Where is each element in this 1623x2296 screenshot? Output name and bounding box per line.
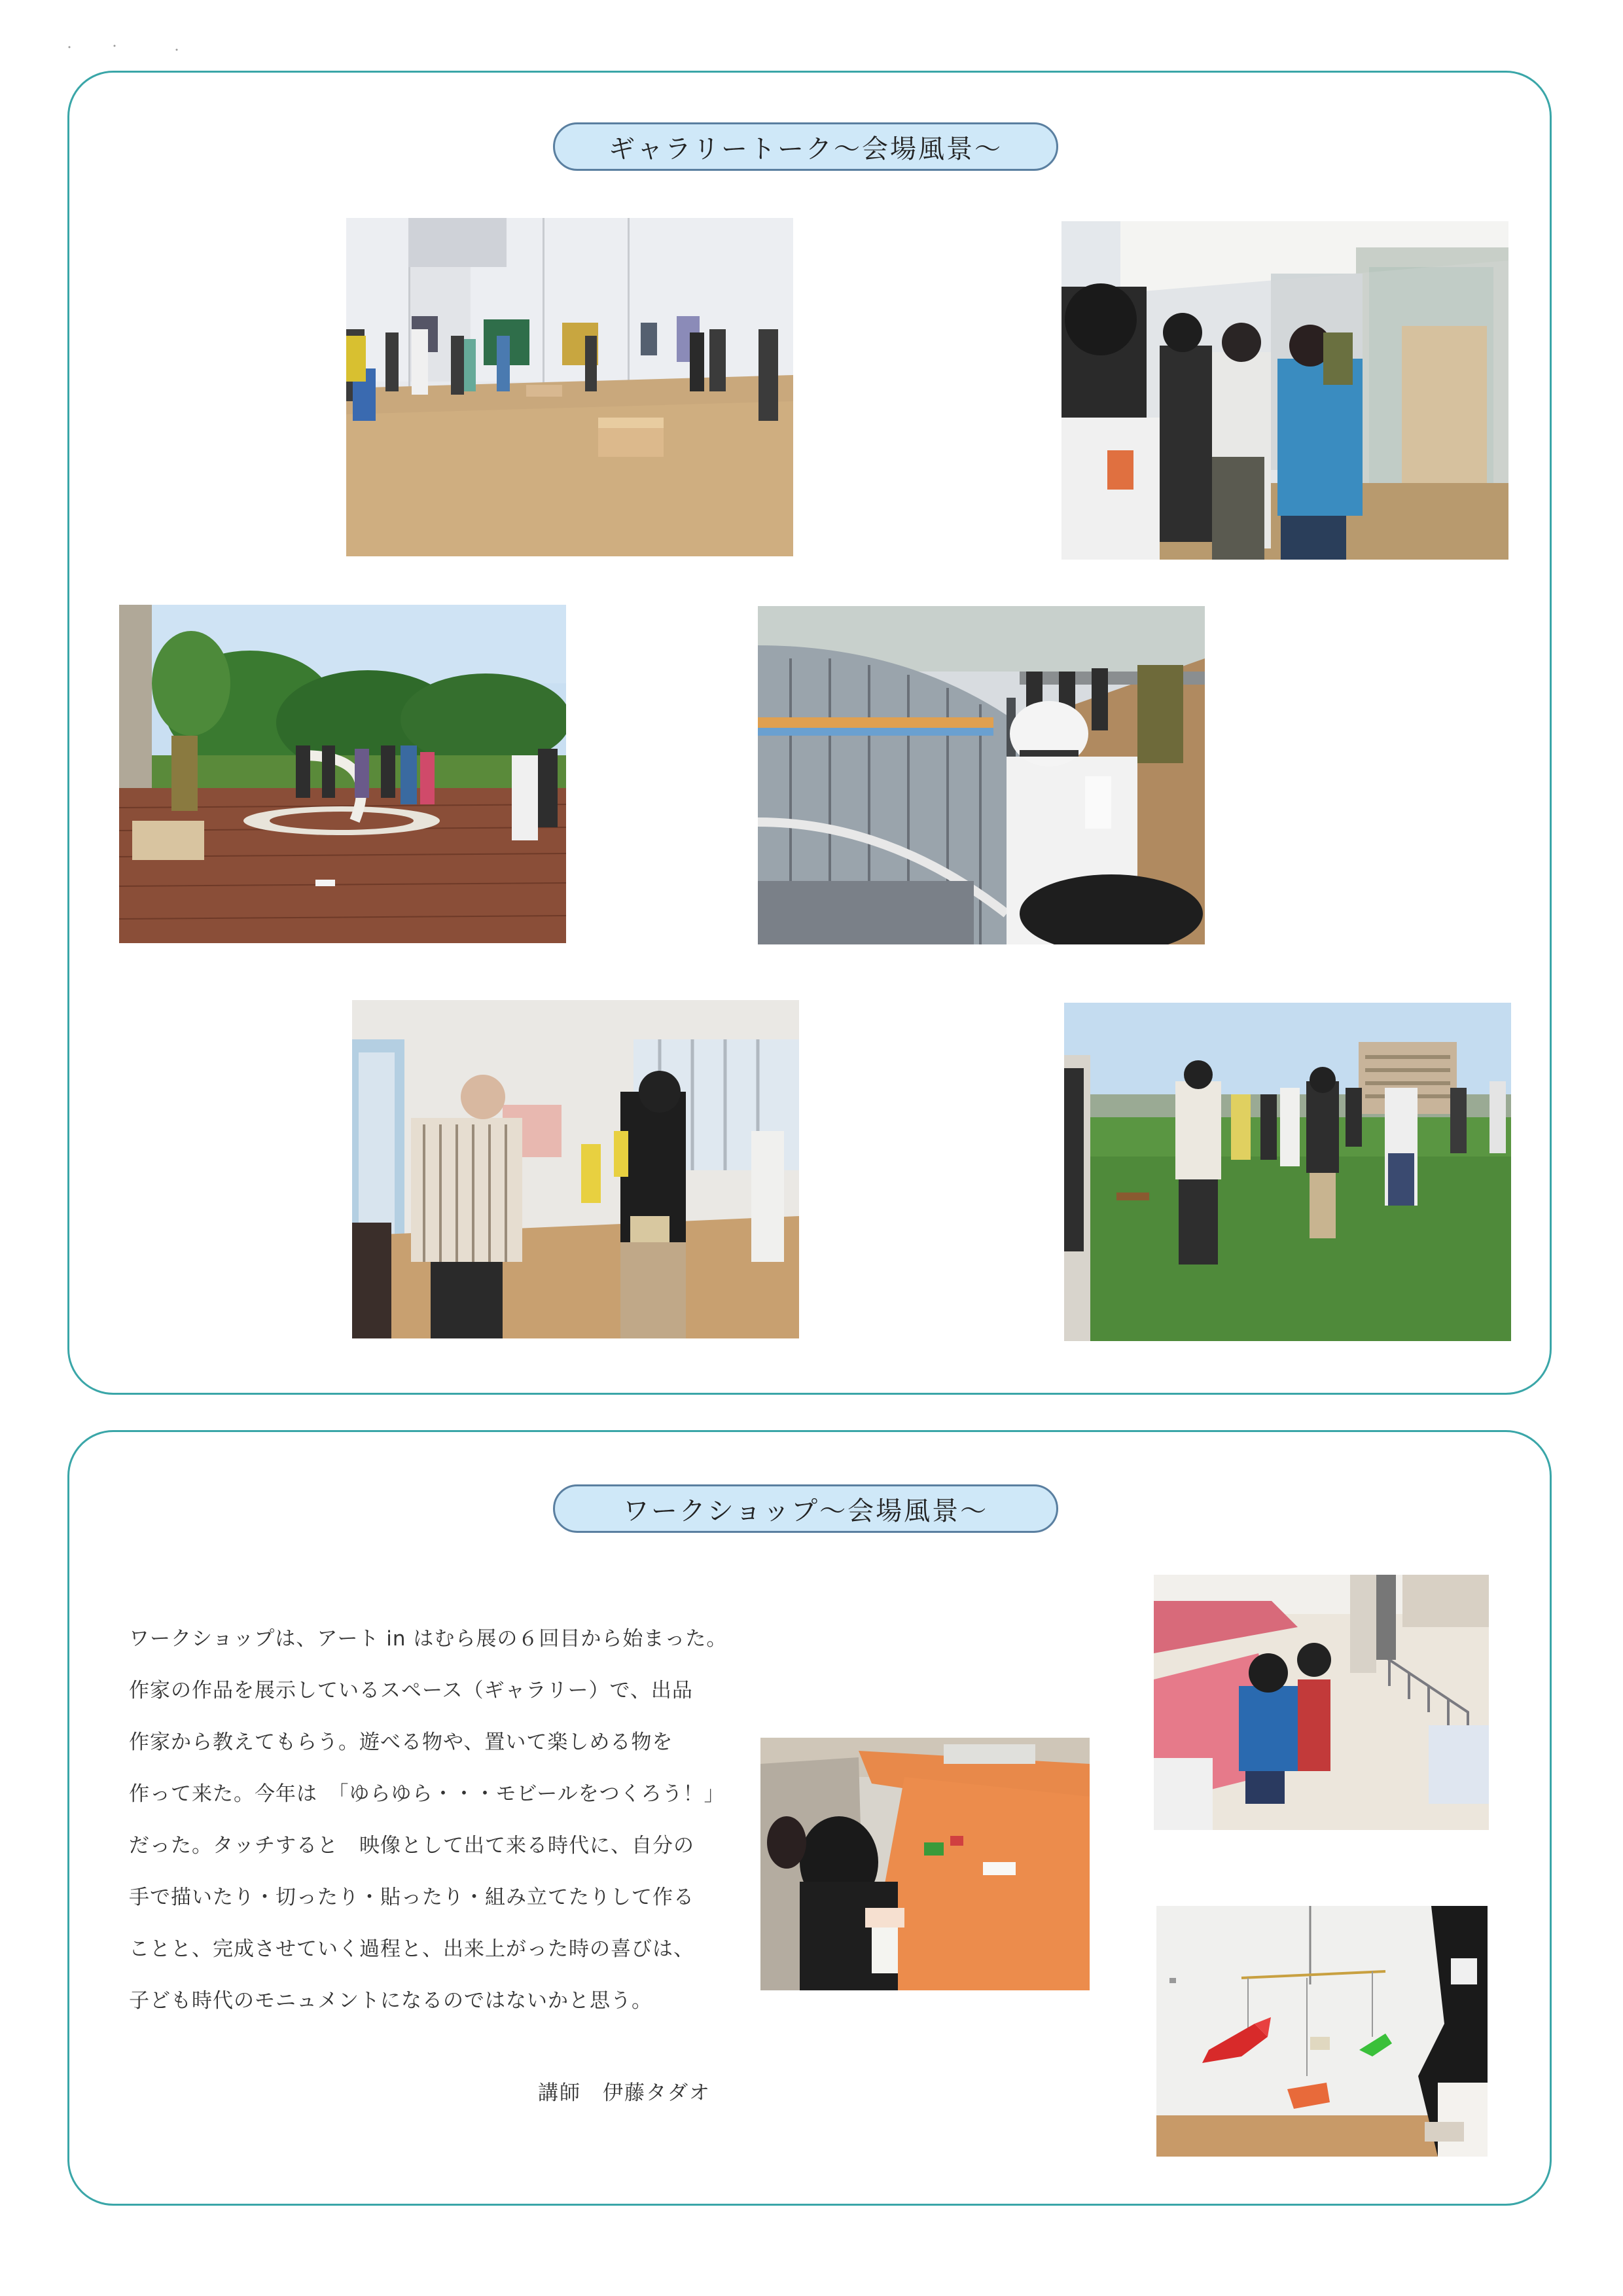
- gallery-talk-title: ギャラリートーク〜会場風景〜: [553, 122, 1058, 171]
- description-line: ことと、完成させていく過程と、出来上がった時の喜びは、: [129, 1937, 694, 1961]
- description-line: 手で描いたり・切ったり・貼ったり・組み立てたりして作る: [129, 1886, 694, 1909]
- workshop-description: [129, 1613, 728, 2027]
- description-line: 作家から教えてもらう。遊べる物や、置いて楽しめる物を: [129, 1731, 673, 1754]
- description-line: ワークショップは、アート in はむら展の６回目から始まった。: [129, 1627, 728, 1651]
- photo-corridor-visitors: [1061, 221, 1508, 560]
- workshop-title: ワークショップ〜会場風景〜: [553, 1484, 1058, 1533]
- photo-interior-visitors: [352, 1000, 799, 1338]
- photo-outdoor-deck: [119, 605, 566, 943]
- photo-children-tables: [1154, 1575, 1489, 1830]
- photo-gallery-room: [346, 218, 793, 556]
- photo-child-crafting: [760, 1738, 1090, 1990]
- description-line: 作家の作品を展示しているスペース（ギャラリー）で、出品: [129, 1679, 693, 1702]
- photo-bird-mobile: [1156, 1906, 1488, 2157]
- description-line: 子ども時代のモニュメントになるのではないかと思う。: [129, 1989, 652, 2013]
- description-line: 作って来た。今年は 「ゆらゆら・・・モビールをつくろう！」: [129, 1782, 725, 1806]
- scan-marks: [65, 41, 183, 54]
- photo-rooftop-lawn: [1064, 1003, 1511, 1341]
- instructor-credit: 講師 伊藤タダオ: [538, 2081, 711, 2105]
- photo-curved-balcony: [758, 606, 1205, 944]
- description-line: だった。タッチすると 映像として出て来る時代に、自分の: [129, 1834, 694, 1857]
